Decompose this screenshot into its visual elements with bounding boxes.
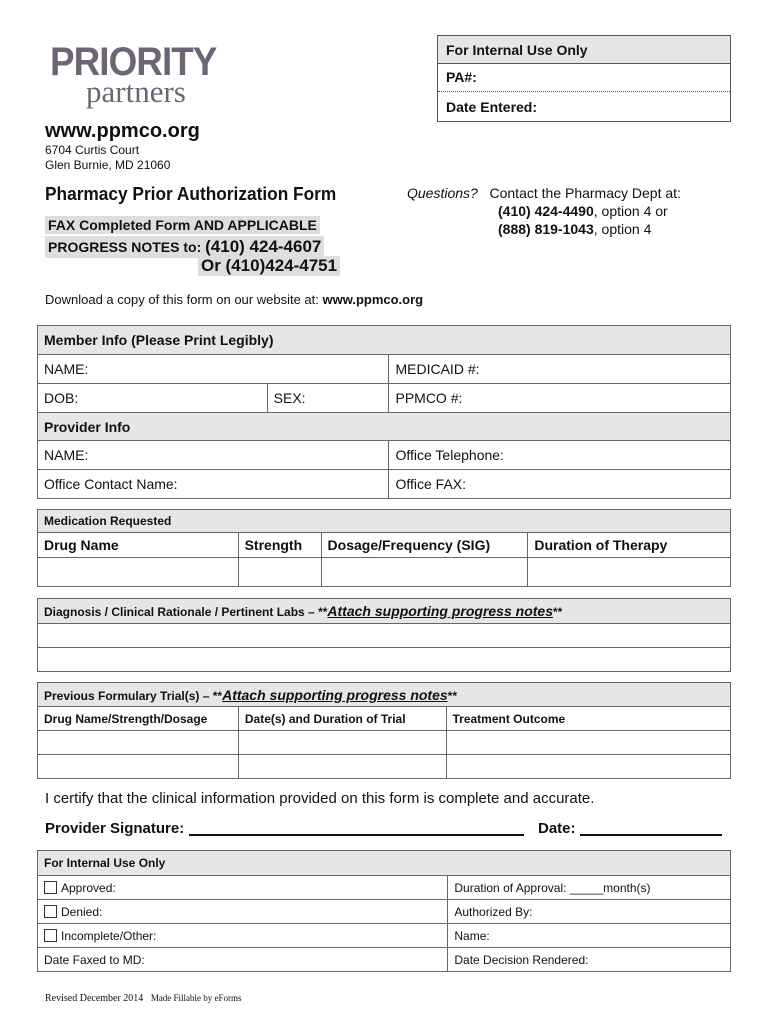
incomplete-row bbox=[38, 924, 448, 948]
approved-row bbox=[38, 876, 448, 900]
office-contact-field[interactable]: Office Contact Name: bbox=[38, 470, 389, 499]
member-info-header: Member Info (Please Print Legibly) bbox=[38, 326, 731, 355]
download-note bbox=[45, 292, 423, 307]
footer-revised: Revised December 2014 bbox=[45, 993, 144, 1004]
signature-label: Provider Signature: bbox=[45, 820, 185, 837]
incomplete-checkbox[interactable] bbox=[44, 929, 57, 942]
questions-text: Contact the Pharmacy Dept at: bbox=[489, 185, 681, 201]
medication-header: Medication Requested bbox=[38, 510, 731, 533]
address-line2: Glen Burnie, MD 21060 bbox=[45, 158, 171, 172]
trials-header bbox=[38, 683, 731, 707]
medication-table bbox=[37, 509, 731, 587]
website: www.ppmco.org bbox=[45, 120, 200, 142]
sex-field[interactable]: SEX: bbox=[267, 384, 389, 413]
diagnosis-line-2[interactable] bbox=[38, 648, 731, 672]
approved-label: Approved: bbox=[61, 880, 116, 895]
logo-partners: partners bbox=[86, 74, 186, 109]
duration-input[interactable] bbox=[528, 558, 731, 587]
diagnosis-stars: ** bbox=[552, 605, 563, 619]
phone-2-suffix: , option 4 bbox=[593, 221, 652, 237]
medicaid-field[interactable]: MEDICAID #: bbox=[389, 355, 731, 384]
fax-instructions-1: FAX Completed Form AND APPLICABLE bbox=[45, 216, 320, 234]
col-trial-dates: Date(s) and Duration of Trial bbox=[238, 707, 446, 731]
date-label: Date: bbox=[538, 820, 576, 837]
signature-line[interactable] bbox=[189, 834, 524, 836]
trial-outcome-input-2[interactable] bbox=[446, 755, 731, 779]
diagnosis-table bbox=[37, 598, 731, 672]
questions bbox=[407, 184, 681, 202]
fax-instructions-2 bbox=[45, 236, 324, 258]
trial-dates-input-1[interactable] bbox=[238, 731, 446, 755]
trial-dates-input-2[interactable] bbox=[238, 755, 446, 779]
diagnosis-line-1[interactable] bbox=[38, 624, 731, 648]
footer bbox=[45, 993, 242, 1004]
diagnosis-header bbox=[38, 599, 731, 624]
phone-1: (410) 424-4490 bbox=[498, 203, 594, 219]
phone-2: (888) 819-1043 bbox=[498, 221, 594, 237]
footer-made: Made Fillable by eForms bbox=[150, 993, 242, 1003]
download-text: Download a copy of this form on our website at: bbox=[45, 292, 323, 307]
provider-info-header: Provider Info bbox=[38, 413, 731, 441]
fax-instructions-label: PROGRESS NOTES to: bbox=[48, 239, 206, 255]
fax-number-1: (410) 424-4607 bbox=[205, 237, 322, 256]
office-fax-field[interactable]: Office FAX: bbox=[389, 470, 731, 499]
denied-checkbox[interactable] bbox=[44, 905, 57, 918]
col-trial-outcome: Treatment Outcome bbox=[446, 707, 731, 731]
diagnosis-attach: Attach supporting progress notes bbox=[327, 603, 553, 619]
dosage-input[interactable] bbox=[321, 558, 528, 587]
diagnosis-title: Diagnosis / Clinical Rationale / Pertinent Labs – ** bbox=[44, 605, 328, 619]
date-line[interactable] bbox=[580, 834, 722, 836]
denied-label: Denied: bbox=[61, 904, 103, 919]
member-provider-table bbox=[37, 325, 731, 499]
drug-name-input[interactable] bbox=[38, 558, 239, 587]
internal-use-bottom-title: For Internal Use Only bbox=[38, 851, 731, 876]
date-entered-field[interactable]: Date Entered: bbox=[446, 99, 538, 115]
trials-title: Previous Formulary Trial(s) – ** bbox=[44, 688, 223, 703]
logo-priority: PRIORITY bbox=[50, 40, 217, 84]
fax-number-2: Or (410)424-4751 bbox=[198, 256, 340, 276]
col-duration: Duration of Therapy bbox=[528, 533, 731, 558]
internal-use-table bbox=[37, 850, 731, 972]
phone-lines bbox=[498, 202, 668, 238]
address-line1: 6704 Curtis Court bbox=[45, 143, 140, 157]
internal-use-title: For Internal Use Only bbox=[438, 36, 730, 64]
office-telephone-field[interactable]: Office Telephone: bbox=[389, 441, 731, 470]
date-rendered-field[interactable]: Date Decision Rendered: bbox=[448, 948, 731, 972]
trials-attach: Attach supporting progress notes bbox=[222, 686, 448, 703]
download-link[interactable]: www.ppmco.org bbox=[322, 292, 424, 307]
form-title: Pharmacy Prior Authorization Form bbox=[45, 184, 337, 204]
date-faxed-field[interactable]: Date Faxed to MD: bbox=[38, 948, 448, 972]
trial-drug-input-1[interactable] bbox=[38, 731, 239, 755]
approved-checkbox[interactable] bbox=[44, 881, 57, 894]
member-name-field[interactable]: NAME: bbox=[38, 355, 389, 384]
col-drug-name: Drug Name bbox=[38, 533, 239, 558]
authorized-field[interactable]: Authorized By: bbox=[448, 900, 731, 924]
provider-name-field[interactable]: NAME: bbox=[38, 441, 389, 470]
trial-drug-input-2[interactable] bbox=[38, 755, 239, 779]
duration-field[interactable]: Duration of Approval: _____month(s) bbox=[448, 876, 731, 900]
trial-outcome-input-1[interactable] bbox=[446, 731, 731, 755]
name-field[interactable]: Name: bbox=[448, 924, 731, 948]
questions-label: Questions? bbox=[407, 185, 478, 201]
col-trial-drug: Drug Name/Strength/Dosage bbox=[38, 707, 239, 731]
denied-row bbox=[38, 900, 448, 924]
internal-use-box bbox=[437, 35, 731, 122]
incomplete-label: Incomplete/Other: bbox=[61, 928, 157, 943]
strength-input[interactable] bbox=[238, 558, 321, 587]
certification-text: I certify that the clinical information provided on this form is complete and accurate. bbox=[45, 790, 595, 807]
ppmco-field[interactable]: PPMCO #: bbox=[389, 384, 731, 413]
phone-1-suffix: , option 4 or bbox=[593, 203, 668, 219]
pa-number-field[interactable]: PA#: bbox=[438, 64, 730, 92]
col-strength: Strength bbox=[238, 533, 321, 558]
dob-field[interactable]: DOB: bbox=[38, 384, 268, 413]
trials-stars: ** bbox=[447, 688, 457, 703]
col-dosage: Dosage/Frequency (SIG) bbox=[321, 533, 528, 558]
trials-table bbox=[37, 682, 731, 779]
